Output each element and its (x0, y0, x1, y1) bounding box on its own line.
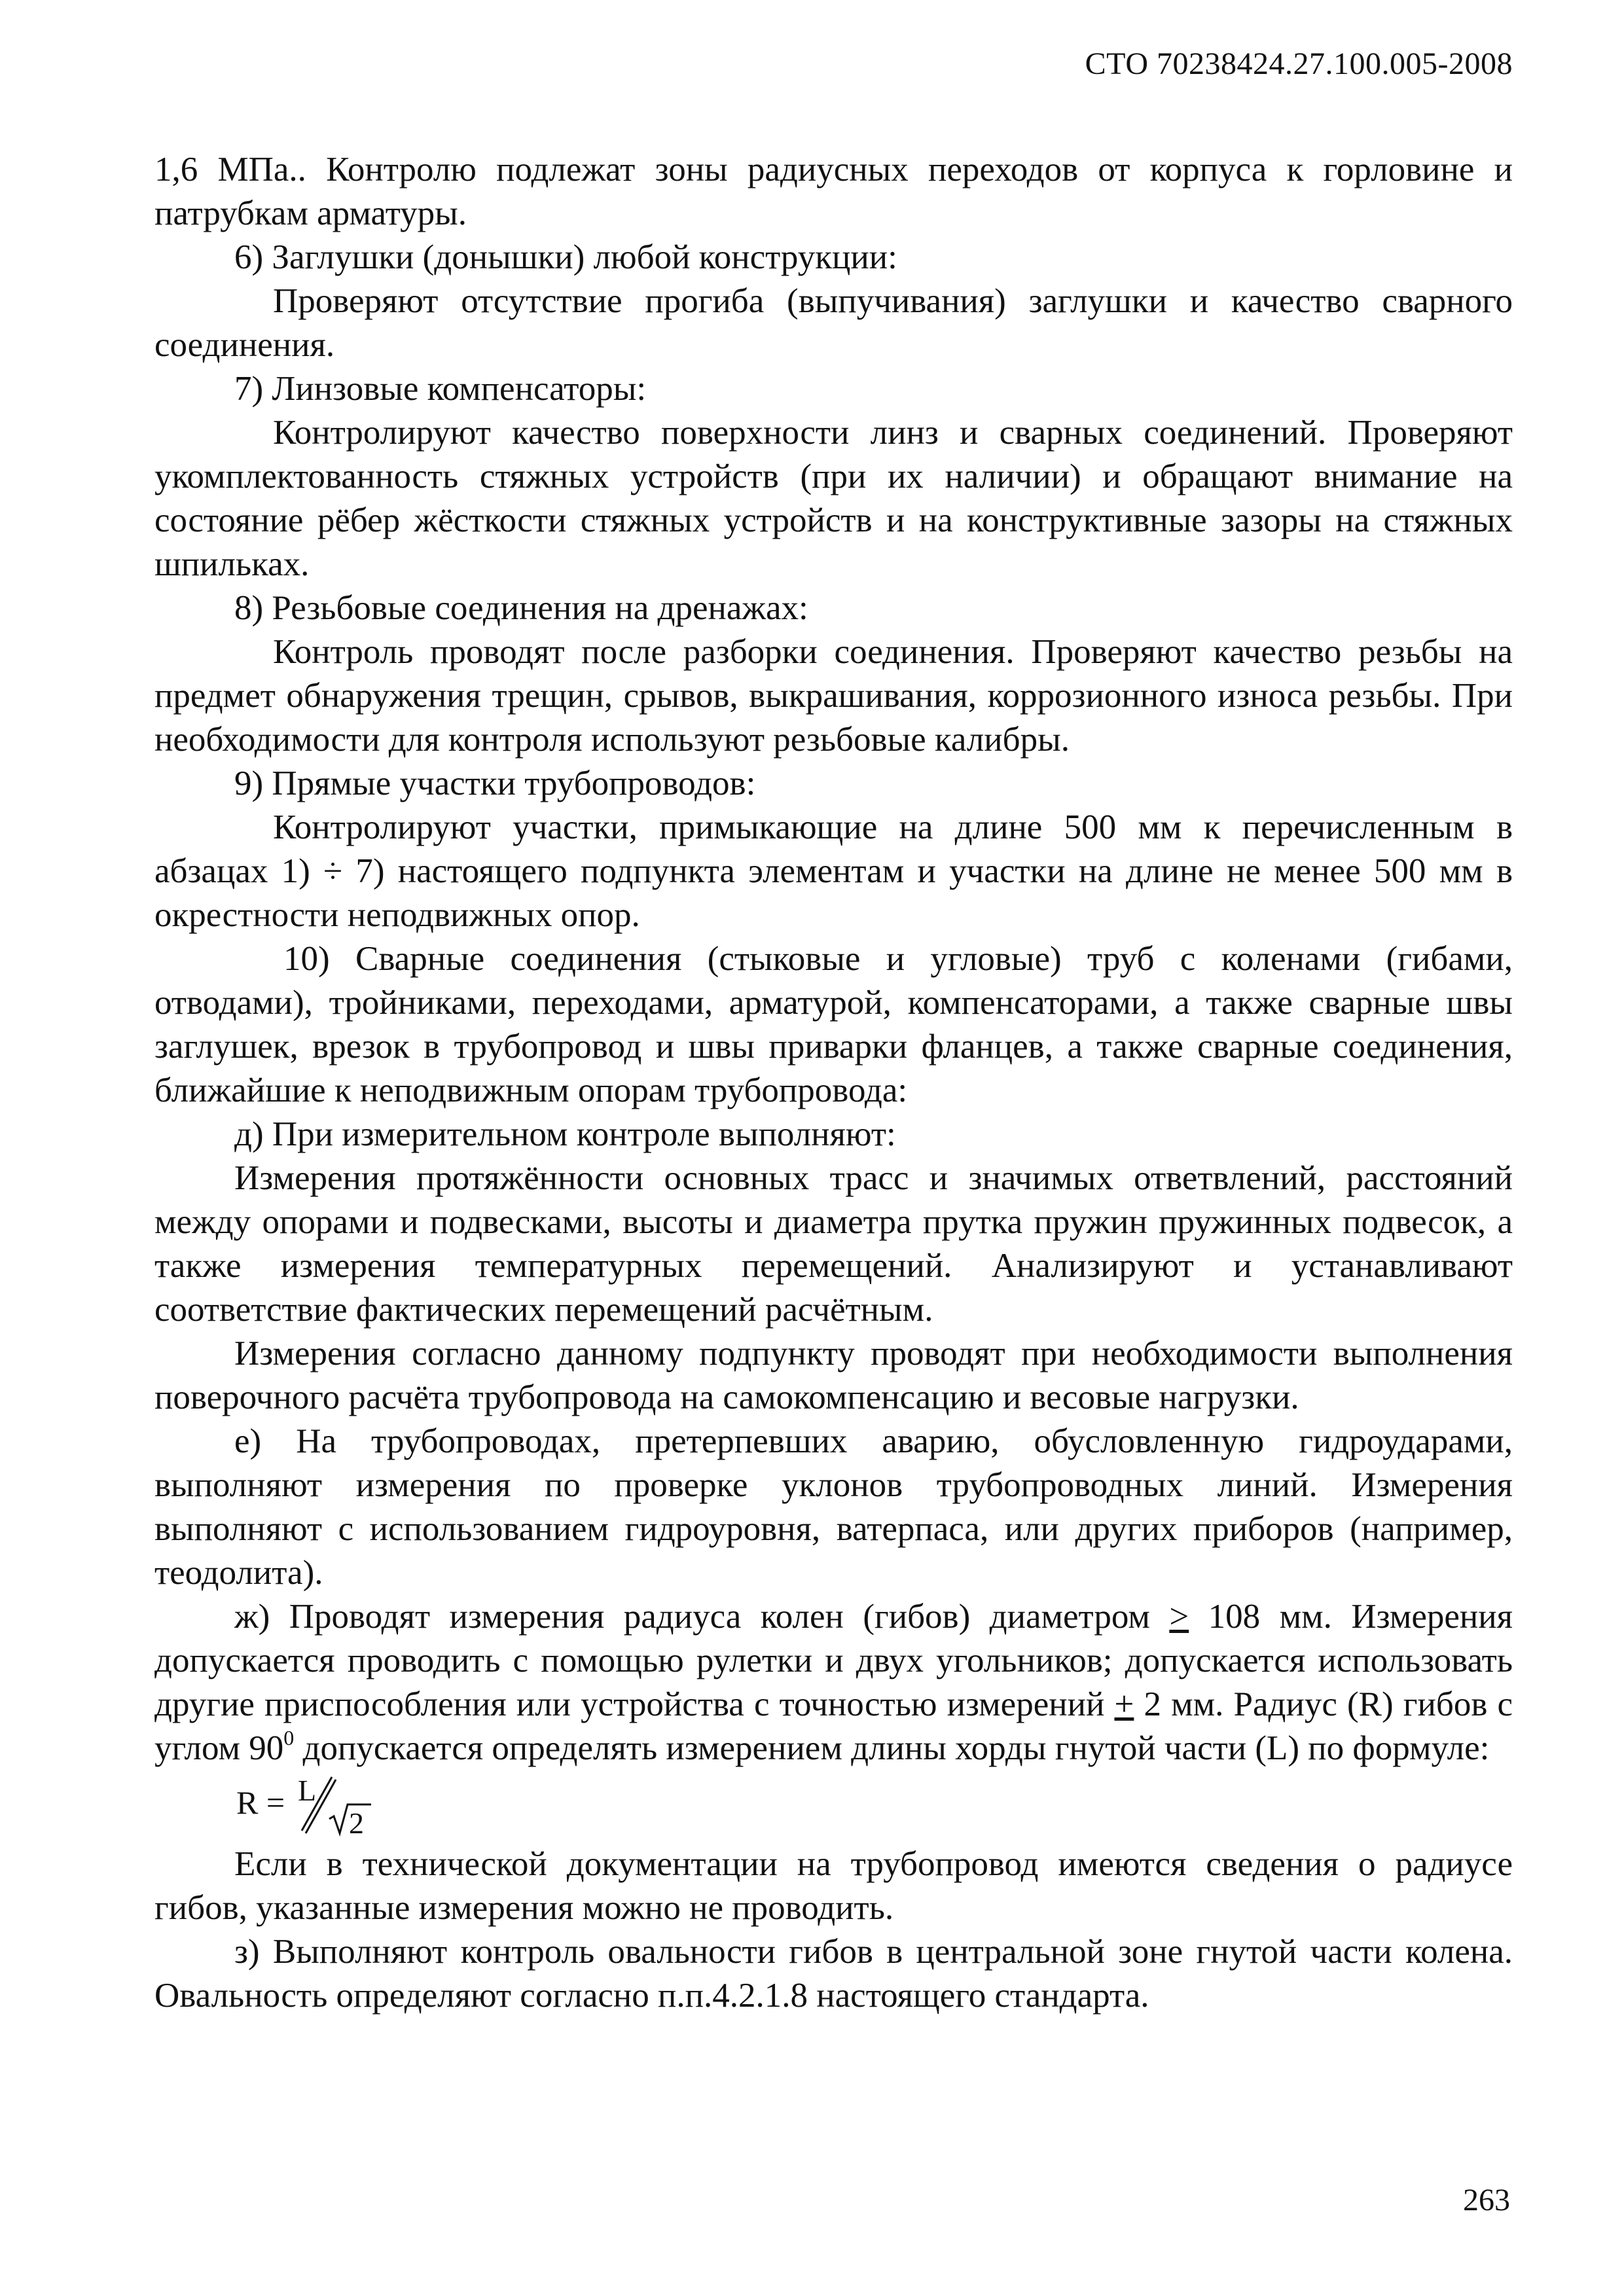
text-run: 108 мм. Измерения допускается проводить с помощью рулетки и двух угольников; допускается использовать другие приспособления или устройства с точностью измерений (154, 1598, 1513, 1723)
page-number: 263 (1463, 2183, 1510, 2217)
greater-or-equal-sign: > (1169, 1598, 1189, 1636)
formula-numerator: L (298, 1774, 317, 1807)
formula-lhs: R = (236, 1784, 285, 1821)
paragraph: Измерения согласно данному подпункту проводят при необходимости выполнения поверочного расчёта трубопровода на самокомпенсацию и весовые нагрузки. (154, 1335, 1513, 1416)
paragraph (154, 1595, 1513, 1770)
paragraph: 6) Заглушки (донышки) любой конструкции: (234, 238, 897, 276)
paragraph: е) На трубопроводах, претерпевших аварию, обусловленную гидроударами, выполняют измерения по проверке уклонов трубопроводных линий. Измерения выполняют с использованием гидроуровня, ватерпаса, или других приборов (например, теодолита). (154, 1422, 1513, 1592)
text-run: ж) Проводят измерения радиуса колен (гибов) диаметром (234, 1598, 1170, 1636)
paragraph: 9) Прямые участки трубопроводов: (234, 764, 756, 802)
paragraph: д) При измерительном контроле выполняют: (234, 1115, 896, 1153)
paragraph: 10) Сварные соединения (стыковые и угловые) труб с коленами (гибами, отводами), тройниками, переходами, арматурой, компенсаторами, а также сварные швы заглушек, врезок в трубопровод и швы приварки фланцев, а также сварные соединения, ближайшие к неподвижным опорам трубопровода: (154, 940, 1513, 1109)
paragraph: 8) Резьбовые соединения на дренажах: (234, 589, 808, 627)
plus-minus-sign: + (1114, 1685, 1134, 1723)
radius-formula (236, 1770, 1513, 1842)
document-body (154, 148, 1513, 2018)
text-run: 2 мм. Радиус (R) гибов с углом 90 (154, 1685, 1513, 1767)
text-run: допускается определять измерением длины хорды гнутой части (L) по формуле: (294, 1729, 1490, 1767)
paragraph: Проверяют отсутствие прогиба (выпучивания) заглушки и качество сварного соединения. (154, 282, 1513, 364)
document-code-header: СТО 70238424.27.100.005-2008 (1085, 46, 1513, 81)
paragraph: Если в технической документации на трубопровод имеются сведения о радиусе гибов, указанные измерения можно не проводить. (154, 1845, 1513, 1927)
paragraph: Контроль проводят после разборки соединения. Проверяют качество резьбы на предмет обнаружения трещин, срывов, выкрашивания, коррозионного износа резьбы. При необходимости для контроля используют резьбовые калибры. (154, 633, 1513, 759)
paragraph: Контролируют качество поверхности линз и сварных соединений. Проверяют укомплектованность стяжных устройств (при их наличии) и обращают внимание на состояние рёбер жёсткости стяжных устройств и на конструктивные зазоры на стяжных шпильках. (154, 414, 1513, 583)
formula-radicand: 2 (349, 1806, 364, 1840)
paragraph: 7) Линзовые компенсаторы: (234, 370, 647, 408)
paragraph: з) Выполняют контроль овальности гибов в центральной зоне гнутой части колена. Овальность определяют согласно п.п.4.2.1.8 настоящего стандарта. (154, 1933, 1513, 2015)
paragraph: 1,6 МПа.. Контролю подлежат зоны радиусных переходов от корпуса к горловине и патрубкам арматуры. (154, 151, 1513, 232)
paragraph: Измерения протяжённости основных трасс и значимых ответвлений, расстояний между опорами и подвесками, высоты и диаметра прутка пружин пружинных подвесок, а также измерения температурных перемещений. Анализируют и устанавливают соответствие фактических перемещений расчётным. (154, 1159, 1513, 1329)
paragraph: Контролируют участки, примыкающие на длине 500 мм к перечисленным в абзацах 1) ÷ 7) настоящего подпункта элементам и участки на длине не менее 500 мм в окрестности неподвижных опор. (154, 808, 1513, 934)
formula-graphic (236, 1770, 406, 1842)
degree-superscript: 0 (283, 1726, 295, 1749)
